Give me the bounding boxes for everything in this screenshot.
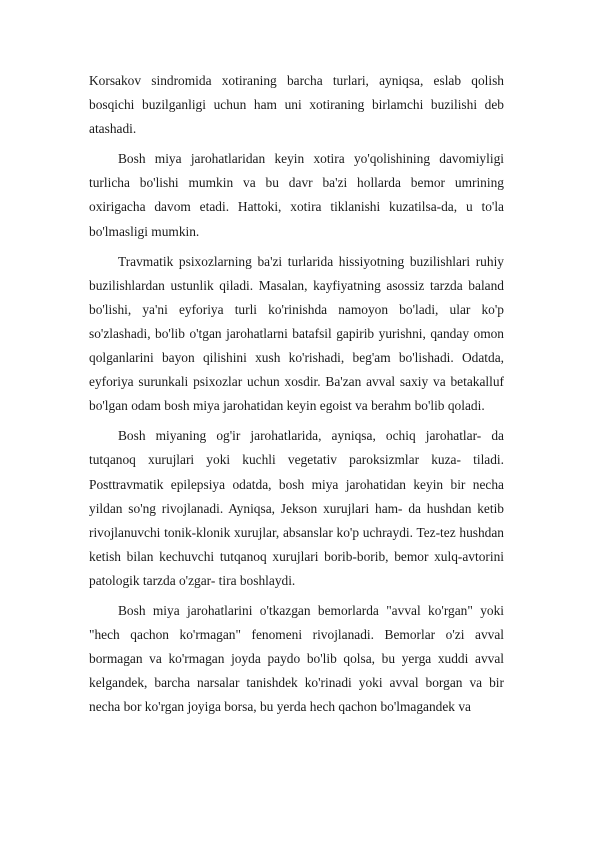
body-text xyxy=(89,69,504,725)
paragraph-memory-loss-duration: Bosh miya jarohatlaridan keyin xotira yo'qolishining davomiyligi turlicha bo'lishi mumkin va bu davr ba'zi hollarda bemor umrining oxirigacha davom etadi. Hattoki, xotira tiklanishi kuzatilsa-da, u to'la bo'lmasligi mumkin. xyxy=(89,151,504,239)
paragraph-posttraumatic-epilepsy: Bosh miyaning og'ir jarohatlarida, ayniqsa, ochiq jarohatlar- da tutqanoq xurujlari yoki kuchli vegetativ paroksizmlar kuza- tiladi. Posttravmatik epilepsiya odatda, bosh miya jarohatidan keyin bir necha yildan so'ng rivojlanadi. Ayniqsa, Jekson xurujlari ham- da hushdan ketib rivojlanuvchi tonik-klonik xurujlar, absanslar ko'p uchraydi. Tez-tez hushdan ketish bilan kechuvchi tutqanoq xurujlari borib-borib, bemor xulq-avtorini patologik tarzda o'zgar- tira boshlaydi. xyxy=(89,428,504,588)
paragraph-deja-vu-phenomenon: Bosh miya jarohatlarini o'tkazgan bemorlarda "avval ko'rgan" yoki "hech qachon ko'rmagan" fenomeni rivojlanadi. Bemorlar o'zi avval bormagan va ko'rmagan joyda paydo bo'lib qolsa, bu yerga xuddi avval kelgandek, barcha narsalar tanishdek ko'rinadi yoki avval borgan va bir necha bor ko'rgan joyiga borsa, bu yerda hech qachon bo'lmagandek va xyxy=(89,602,504,715)
paragraph-korsakov: Korsakov sindromida xotiraning barcha turlari, ayniqsa, eslab qolish bosqichi buzilganligi uchun ham uni xotiraning birlamchi buzilishi deb atashadi. xyxy=(89,73,504,137)
paragraph-traumatic-psychoses: Travmatik psixozlarning ba'zi turlarida hissiyotning buzilishlari ruhiy buzilishlardan ustunlik qiladi. Masalan, kayfiyatning asossiz tarzda baland bo'lishi, ya'ni eyforiya turli ko'rinishda namoyon bo'ladi, ular ko'p so'zlashadi, bo'lib o'tgan jarohatlarni batafsil gapirib yurishni, qanday omon qolganlarini bayon qilishini xush ko'rishadi, beg'am bo'lishadi. Odatda, eyforiya surunkali psixozlar uchun xosdir. Ba'zan avval saxiy va betakalluf bo'lgan odam bosh miya jarohatidan keyin egoist va berahm bo'lib qoladi. xyxy=(89,253,504,414)
